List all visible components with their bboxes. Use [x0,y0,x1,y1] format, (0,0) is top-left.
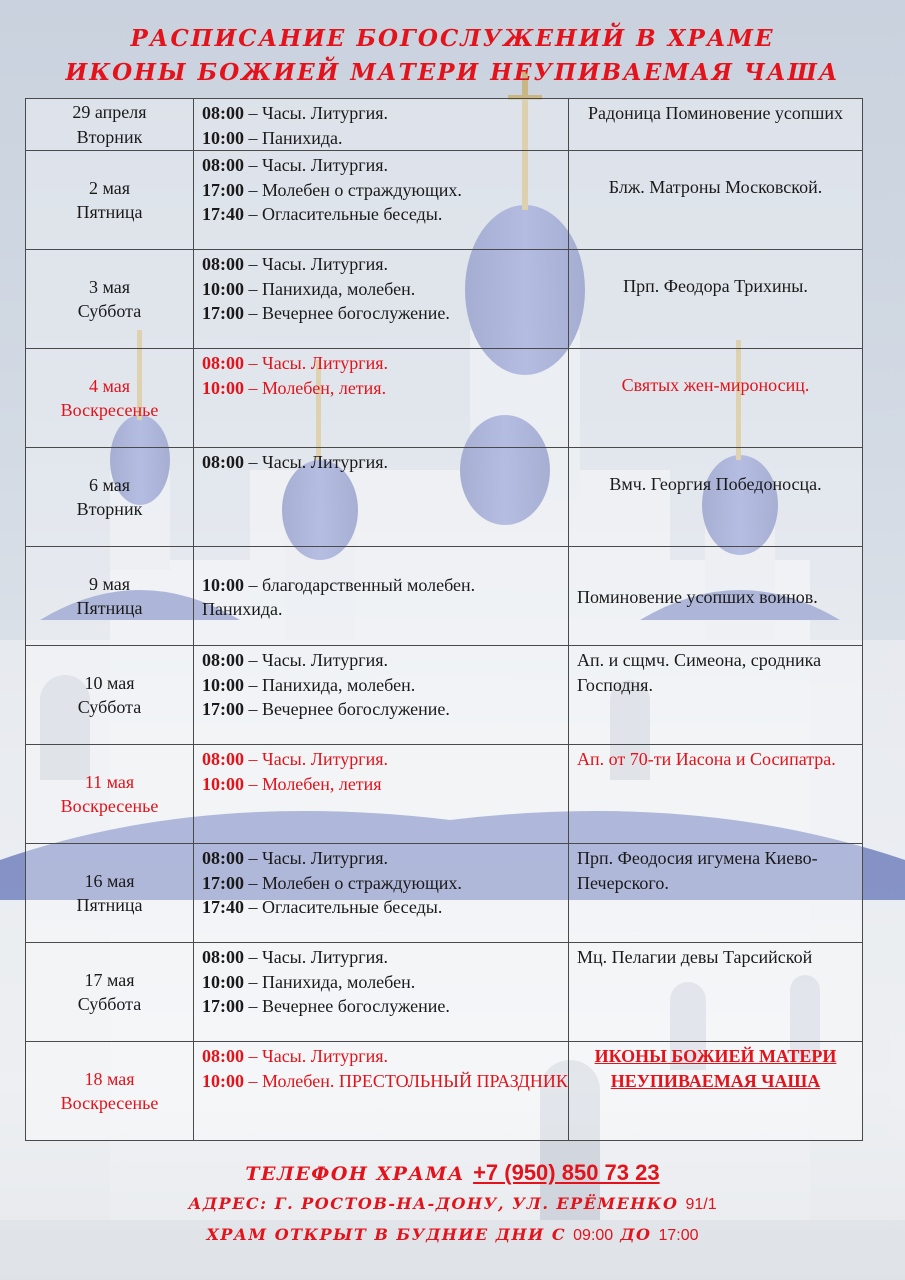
service-line [202,970,568,995]
service-time: 10:00 [202,127,244,148]
schedule-feast-cell [569,745,863,844]
service-line [202,747,568,772]
service-description: – Часы. Литургия. [244,650,389,670]
service-line [202,277,568,302]
service-time: 08:00 [202,353,244,373]
service-line [202,178,568,203]
schedule-date-cell [26,547,194,646]
address-label: АДРЕС: Г. РОСТОВ-НА-ДОНУ, УЛ. ЕРЁМЕНКО [188,1194,686,1213]
schedule-row [26,151,863,250]
schedule-date-cell [26,844,194,943]
schedule-date: 4 мая [88,375,131,396]
schedule-date: 3 мая [88,276,131,297]
service-line [202,1044,568,1069]
service-description: – Огласительные беседы. [244,204,443,224]
schedule-date-cell [26,646,194,745]
service-time: 17:00 [202,303,244,323]
schedule-feast-cell [569,844,863,943]
service-time: 17:00 [202,179,244,200]
service-time: 08:00 [202,749,244,769]
service-line [202,126,568,151]
service-line [202,101,568,126]
schedule-date-cell [26,151,194,250]
service-line [202,697,568,722]
feast-name: Блж. Матроны Московской. [608,177,823,197]
schedule-date-cell [26,448,194,547]
schedule-services-cell [194,349,569,448]
schedule-row [26,99,863,151]
schedule-weekday: Вторник [76,126,143,147]
feast-name: Радоница Поминовение усопших [587,103,844,123]
schedule-date: 11 мая [84,771,135,792]
schedule-date-cell [26,99,194,151]
schedule-date: 17 мая [84,969,135,990]
service-description: – Вечернее богослужение. [244,699,450,719]
service-line [202,772,568,797]
service-description: – Панихида, молебен. [244,674,416,695]
service-line [202,673,568,698]
feast-name: Поминовение усопших воинов. [577,586,818,607]
service-description: – Панихида, молебен. [244,971,416,992]
service-line [202,376,568,401]
schedule-services-cell [194,844,569,943]
feast-name: Мц. Пелагии девы Тарсийской [577,947,813,967]
schedule-row [26,547,863,646]
schedule-weekday: Пятница [76,895,143,915]
hours-mid: ДО [613,1225,659,1244]
schedule-date-cell [26,745,194,844]
service-time: 08:00 [202,103,244,123]
schedule-services-cell [194,99,569,151]
schedule-row [26,943,863,1042]
patronal-feast-title: ИКОНЫ БОЖИЕЙ МАТЕРИ НЕУПИВАЕМАЯ ЧАША [594,1046,837,1091]
service-time: 17:00 [202,872,244,893]
schedule-row [26,745,863,844]
phone-line [0,1158,905,1189]
feast-name: Ап. и сщмч. Симеона, сродника Господня. [577,650,822,695]
service-time: 08:00 [202,452,244,472]
service-line [202,153,568,178]
service-time: 08:00 [202,1046,244,1066]
service-line [202,945,568,970]
service-time: 08:00 [202,155,244,175]
service-time: 17:40 [202,204,244,224]
schedule-weekday: Воскресенье [60,1093,159,1113]
service-description: – Молебен, летия [244,773,382,794]
service-time: 10:00 [202,574,244,595]
schedule-date: 16 мая [84,870,135,891]
service-description: – Часы. Литургия. [244,353,389,373]
service-line [202,450,568,475]
schedule-date: 2 мая [88,177,131,198]
service-time: 17:40 [202,897,244,917]
schedule-row [26,1042,863,1141]
schedule-weekday: Воскресенье [60,400,159,420]
service-schedule-table [25,98,863,1141]
schedule-feast-cell [569,99,863,151]
service-description: – Часы. Литургия. [244,947,389,967]
hours-to: 17:00 [658,1227,699,1244]
address-number: 91/1 [685,1196,717,1213]
service-line [202,597,568,622]
feast-name: Святых жен-мироносиц. [621,375,810,395]
page-header [0,22,905,90]
service-description: – Молебен, летия. [244,377,387,398]
service-time: 10:00 [202,971,244,992]
service-description: – Панихида, молебен. [244,278,416,299]
service-line [202,573,568,598]
service-time: 08:00 [202,947,244,967]
service-time: 10:00 [202,674,244,695]
schedule-row [26,448,863,547]
schedule-date-cell [26,250,194,349]
schedule-feast-cell [569,646,863,745]
schedule-services-cell [194,646,569,745]
schedule-row [26,349,863,448]
service-description: – Огласительные беседы. [244,897,443,917]
service-description: – Панихида. [244,127,343,148]
service-description: – Часы. Литургия. [244,749,389,769]
schedule-weekday: Суббота [77,301,142,321]
service-description: – Вечернее богослужение. [244,996,450,1016]
header-title-line-2: ИКОНЫ БОЖИЕЙ МАТЕРИ НЕУПИВАЕМАЯ ЧАША [65,59,840,86]
service-time: 10:00 [202,377,244,398]
service-description: – Молебен о страждующих. [244,872,462,893]
feast-name: Прп. Феодосия игумена Киево-Печерского. [577,848,818,893]
service-time: 08:00 [202,650,244,670]
service-description: Панихида. [202,599,283,619]
service-time: 10:00 [202,773,244,794]
feast-name: Ап. от 70-ти Иасона и Сосипатра. [577,749,836,769]
service-line [202,202,568,227]
phone-label: ТЕЛЕФОН ХРАМА [245,1163,474,1185]
service-description: – Молебен о страждующих. [244,179,462,200]
service-line [202,994,568,1019]
service-line [202,846,568,871]
schedule-weekday: Суббота [77,697,142,717]
schedule-feast-cell [569,1042,863,1141]
service-description: – Часы. Литургия. [244,155,389,175]
service-time: 17:00 [202,699,244,719]
service-description: – благодарственный молебен. [244,574,476,595]
schedule-date-cell [26,1042,194,1141]
schedule-services-cell [194,151,569,250]
schedule-feast-cell [569,547,863,646]
schedule-date: 18 мая [84,1068,135,1089]
feast-name: Вмч. Георгия Победоносца. [609,474,822,494]
schedule-services-cell [194,943,569,1042]
schedule-row [26,250,863,349]
page-footer [0,1158,905,1251]
hours-from: 09:00 [573,1227,614,1244]
schedule-feast-cell [569,250,863,349]
schedule-services-cell [194,448,569,547]
schedule-row [26,646,863,745]
schedule-feast-cell [569,151,863,250]
schedule-feast-cell [569,349,863,448]
schedule-date: 6 мая [88,474,131,495]
schedule-services-cell [194,745,569,844]
schedule-weekday: Пятница [76,598,143,618]
service-time: 17:00 [202,996,244,1016]
schedule-services-cell [194,1042,569,1141]
service-description: – Часы. Литургия. [244,848,389,868]
header-title-line-1: РАСПИСАНИЕ БОГОСЛУЖЕНИЙ В ХРАМЕ [130,25,775,52]
service-description: – Часы. Литургия. [244,452,389,472]
schedule-services-cell [194,547,569,646]
service-line [202,648,568,673]
schedule-date: 10 мая [84,672,135,693]
schedule-row [26,844,863,943]
schedule-date: 9 мая [88,573,131,594]
service-description: – Часы. Литургия. [244,103,389,123]
hours-label: ХРАМ ОТКРЫТ В БУДНИЕ ДНИ С [206,1225,574,1244]
service-description: – Молебен. ПРЕСТОЛЬНЫЙ ПРАЗДНИК [244,1070,568,1091]
service-line [202,301,568,326]
service-line [202,351,568,376]
schedule-date-cell [26,943,194,1042]
service-time: 08:00 [202,848,244,868]
service-description: – Вечернее богослужение. [244,303,450,323]
schedule-feast-cell [569,448,863,547]
schedule-weekday: Вторник [76,499,143,519]
schedule-weekday: Пятница [76,202,143,222]
phone-number-link[interactable]: +7 (950) 850 73 23 [473,1160,660,1185]
service-line [202,895,568,920]
schedule-feast-cell [569,943,863,1042]
service-time: 10:00 [202,1070,244,1091]
schedule-services-cell [194,250,569,349]
service-time: 10:00 [202,278,244,299]
address-line [0,1189,905,1220]
schedule-weekday: Суббота [77,994,142,1014]
schedule-date-cell [26,349,194,448]
service-time: 08:00 [202,254,244,274]
service-description: – Часы. Литургия. [244,254,389,274]
schedule-date: 29 апреля [72,102,147,122]
hours-line [0,1220,905,1251]
service-line [202,871,568,896]
service-line [202,1069,568,1094]
service-description: – Часы. Литургия. [244,1046,389,1066]
schedule-weekday: Воскресенье [60,796,159,816]
service-line [202,252,568,277]
feast-name: Прп. Феодора Трихины. [623,276,808,296]
